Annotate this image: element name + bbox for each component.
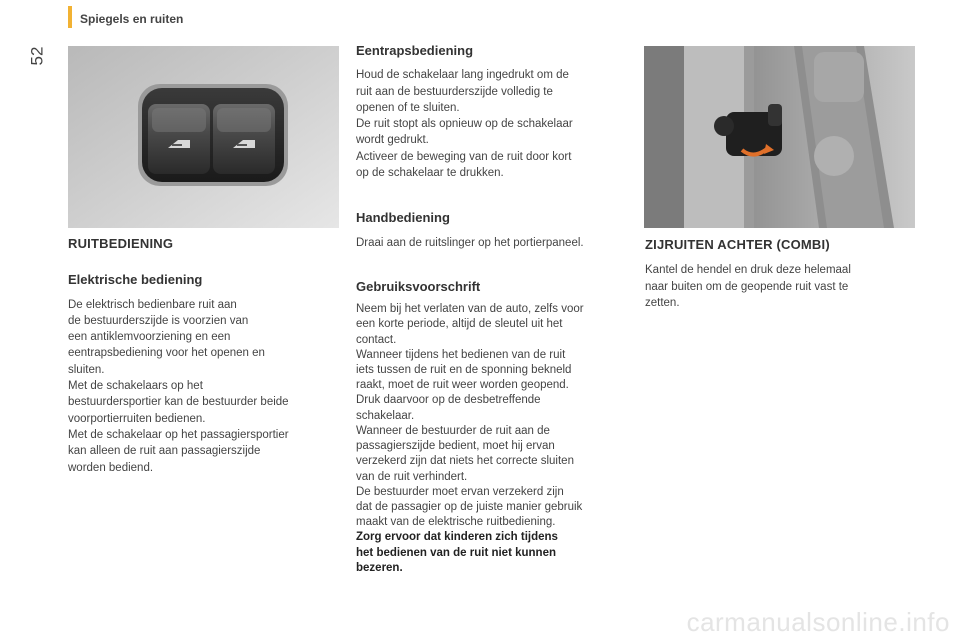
handbediening-text	[356, 235, 634, 251]
text-line: verzekerd zijn dat niets het correcte sluiten	[356, 455, 574, 468]
text-line: De ruit stopt als opnieuw op de schakelaar	[356, 118, 573, 131]
rear-window-latch-photo	[644, 46, 915, 228]
left-paragraph	[68, 297, 343, 476]
text-line: wordt gedrukt.	[356, 134, 429, 147]
text-line: contact.	[356, 333, 397, 346]
window-switch-illustration	[68, 46, 339, 228]
zijruiten-text	[645, 262, 917, 311]
text-line: dat de passagier op de juiste manier gebruik	[356, 500, 583, 513]
text-line: Kantel de hendel en druk deze helemaal	[645, 264, 851, 277]
subheading-handbediening: Handbediening	[356, 210, 450, 226]
warning-line: Zorg ervoor dat kinderen zich tijdens	[356, 531, 558, 544]
text-line: naar buiten om de geopende ruit vast te	[645, 280, 849, 293]
text-line: eentrapsbediening voor het openen en	[68, 347, 265, 360]
text-line: op de schakelaar te drukken.	[356, 167, 504, 180]
subheading-elektrische-bediening: Elektrische bediening	[68, 272, 203, 288]
text-line: passagierszijde bedient, moet hij ervan	[356, 440, 555, 453]
text-line: Neem bij het verlaten van de auto, zelfs voor	[356, 303, 584, 316]
text-line: maakt van de elektrische ruitbediening.	[356, 516, 556, 529]
warning-line: bezeren.	[356, 561, 403, 574]
right-column	[645, 237, 917, 311]
text-line: worden bediend.	[68, 461, 154, 474]
text-line: een korte periode, altijd de sleutel uit het	[356, 318, 563, 331]
text-line: Druk daarvoor op de desbetreffende	[356, 394, 541, 407]
text-line: iets tussen de ruit en de sponning bekneld	[356, 364, 572, 377]
page-number-wrap	[27, 36, 54, 76]
text-line: Met de schakelaar op het passagiersportier	[68, 428, 289, 441]
text-line: openen of te sluiten.	[356, 101, 460, 114]
text-line: De elektrisch bedienbare ruit aan	[68, 298, 237, 311]
text-line: Wanneer de bestuurder de ruit aan de	[356, 424, 550, 437]
text-line: De bestuurder moet ervan verzekerd zijn	[356, 485, 564, 498]
subheading-eentrapsbediening: Eentrapsbediening	[356, 43, 474, 58]
rear-window-latch-illustration	[644, 46, 915, 228]
text-line: een antiklemvoorziening en een	[68, 331, 231, 344]
text-line: voorportierruiten bedienen.	[68, 412, 206, 425]
text-line: Wanneer tijdens het bedienen van de ruit	[356, 348, 566, 361]
text-line: sluiten.	[68, 363, 105, 376]
text-line: Met de schakelaars op het	[68, 380, 203, 393]
text-line: Draai aan de ruitslinger op het portierpaneel.	[356, 236, 584, 249]
site-watermark: carmanualsonline.info	[686, 607, 950, 637]
text-line: de bestuurderszijde is voorzien van	[68, 314, 249, 327]
text-line: zetten.	[645, 296, 680, 309]
window-switch-photo	[68, 46, 339, 228]
text-line: Activeer de beweging van de ruit door kort	[356, 150, 572, 163]
text-line: bestuurdersportier kan de bestuurder beide	[68, 396, 289, 409]
page-number: 52	[27, 46, 47, 66]
section-heading-zijruiten-achter: ZIJRUITEN ACHTER (COMBI)	[645, 237, 830, 252]
text-line: ruit aan de bestuurderszijde volledig te	[356, 85, 553, 98]
gebruiksvoorschrift-text	[356, 302, 634, 576]
text-line: van de ruit verhindert.	[356, 470, 468, 483]
left-column	[68, 236, 343, 476]
text-line: Houd de schakelaar lang ingedrukt om de	[356, 69, 569, 82]
middle-column	[356, 43, 634, 576]
eentrapsbediening-text	[356, 67, 634, 181]
section-accent-bar	[68, 6, 72, 28]
text-line: schakelaar.	[356, 409, 415, 422]
section-title: Spiegels en ruiten	[80, 12, 184, 26]
text-line: raakt, moet de ruit weer worden geopend.	[356, 379, 569, 392]
section-heading-ruitbediening: RUITBEDIENING	[68, 236, 174, 251]
subheading-gebruiksvoorschrift: Gebruiksvoorschrift	[356, 278, 481, 294]
warning-line: het bedienen van de ruit niet kunnen	[356, 546, 556, 559]
text-line: kan alleen de ruit aan passagierszijde	[68, 445, 261, 458]
